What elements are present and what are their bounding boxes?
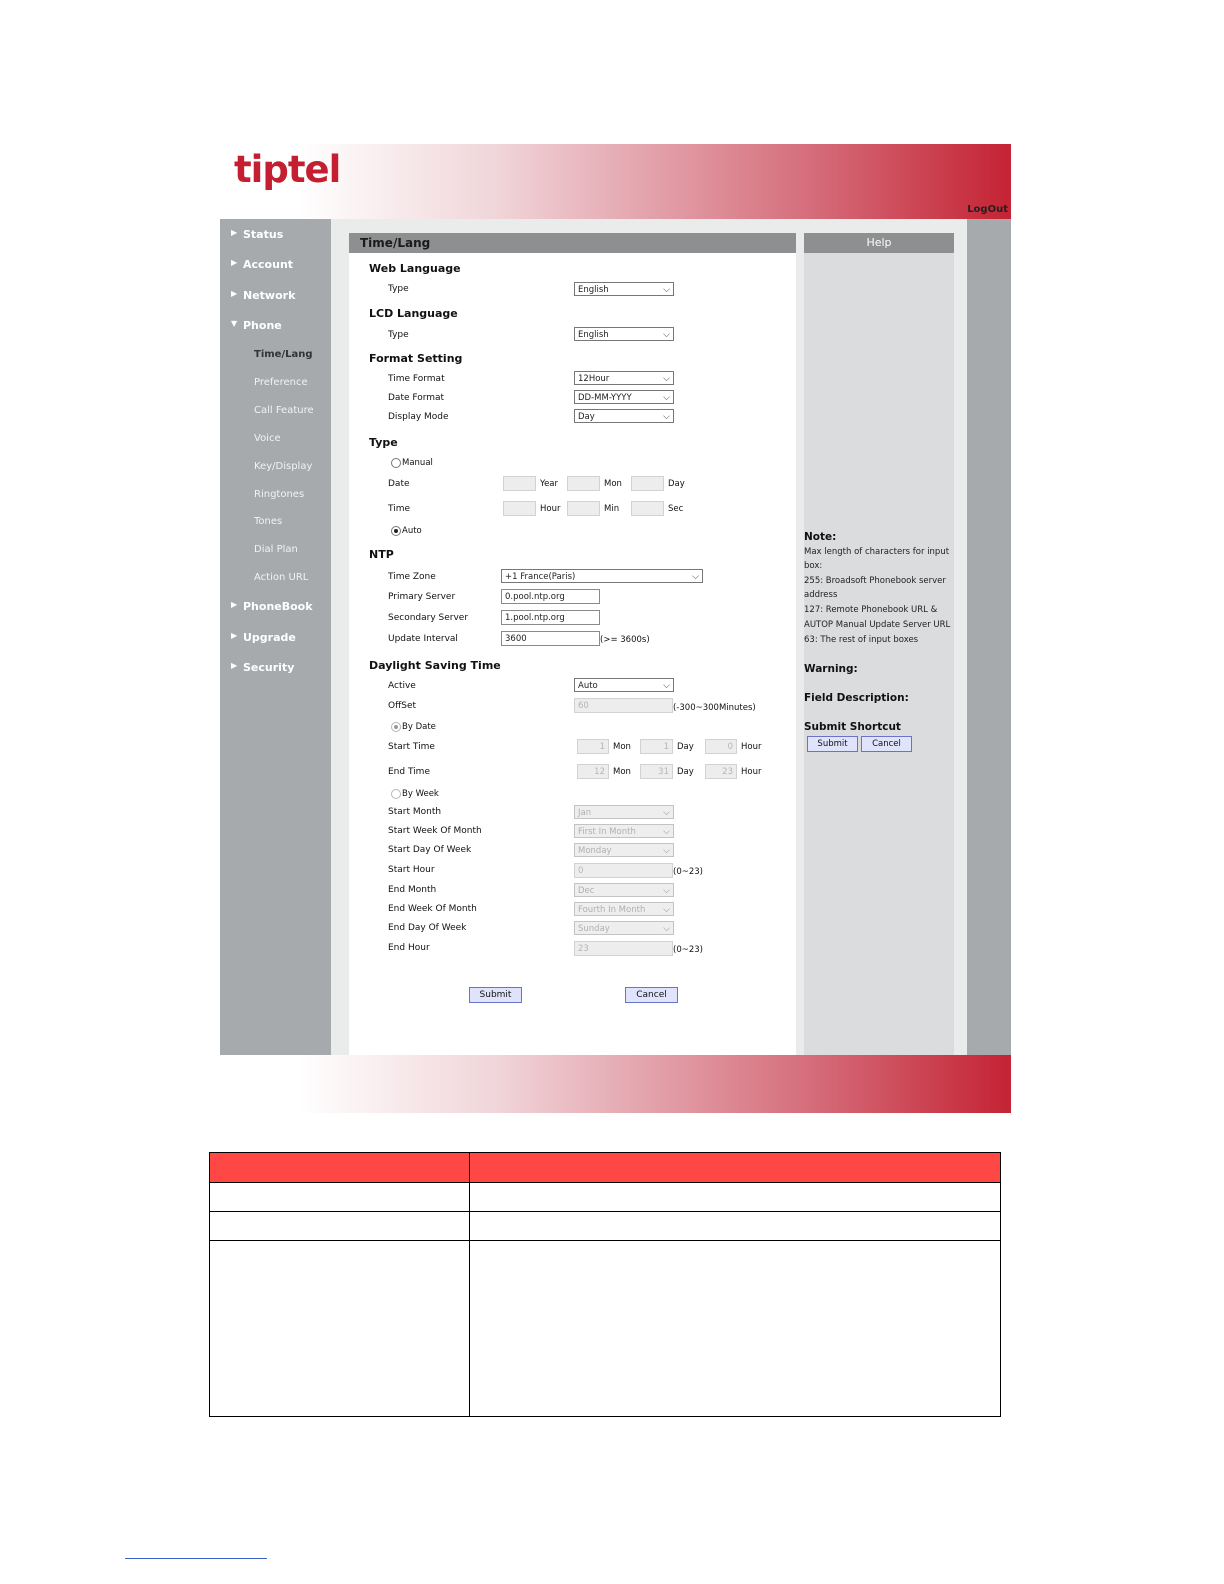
start-month-label: Start Month (388, 807, 442, 817)
start-week-select[interactable] (574, 824, 674, 838)
day-unit: Day (668, 479, 685, 489)
description-table (209, 1152, 1001, 1417)
web-ui-screenshot (220, 144, 1011, 1113)
sidebar-subitem-voice[interactable]: Voice (254, 433, 281, 444)
table-header-cell (470, 1153, 1001, 1183)
web-language-heading: Web Language (369, 262, 461, 275)
shortcut-cancel-button[interactable]: Cancel (861, 736, 912, 752)
month-unit: Mon (604, 479, 622, 489)
sidebar (220, 219, 331, 1055)
chevron-down-icon: ⌵ (663, 808, 670, 818)
note-line: Max length of characters for input (804, 547, 950, 557)
table-row (210, 1212, 1001, 1241)
start-dow-select[interactable] (574, 843, 674, 857)
note-line: AUTOP Manual Update Server URL (804, 620, 951, 630)
display-mode-label: Display Mode (388, 412, 449, 422)
right-margin-strip (967, 219, 1011, 1055)
sidebar-subitem-key-display[interactable]: Key/Display (254, 461, 313, 472)
day-input[interactable] (631, 476, 664, 491)
chevron-down-icon: ⌵ (663, 886, 670, 896)
start-hour-label: Start Hour (388, 865, 435, 875)
year-unit: Year (540, 479, 558, 489)
chevron-down-icon: ⌵ (663, 905, 670, 915)
triangle-right-icon: ▶ (231, 661, 238, 670)
dst-end-hour-input[interactable]: 23 (574, 941, 673, 956)
ntp-heading: NTP (369, 548, 394, 561)
auto-radio[interactable] (391, 526, 401, 536)
cancel-button[interactable]: Cancel (625, 987, 678, 1003)
manual-radio[interactable] (391, 458, 401, 468)
update-interval-input[interactable]: 3600 (501, 631, 600, 646)
lcd-language-type-label: Type (388, 330, 409, 340)
by-date-label: By Date (402, 722, 436, 732)
type-heading: Type (369, 436, 398, 449)
by-date-radio[interactable] (391, 722, 401, 732)
start-dow-label: Start Day Of Week (388, 845, 472, 855)
warning-heading: Warning: (804, 663, 858, 675)
select-value: Day (578, 412, 595, 422)
auto-label: Auto (402, 526, 422, 536)
footer-banner (220, 1055, 1011, 1113)
select-value: Dec (578, 886, 595, 896)
time-format-label: Time Format (388, 374, 445, 384)
secondary-server-input[interactable]: 1.pool.ntp.org (501, 610, 600, 625)
sidebar-item-label: Security (243, 661, 295, 674)
start-week-label: Start Week Of Month (388, 826, 482, 836)
table-header-cell (210, 1153, 470, 1183)
manual-label: Manual (402, 458, 433, 468)
dst-active-select[interactable] (574, 678, 674, 692)
field-description-heading: Field Description: (804, 692, 909, 704)
chevron-down-icon: ⌵ (663, 827, 670, 837)
table-cell (470, 1212, 1001, 1241)
table-header-row (210, 1153, 1001, 1183)
end-hour-hint: (0~23) (673, 945, 703, 955)
sidebar-item-label: Account (243, 258, 294, 271)
display-mode-select[interactable] (574, 409, 674, 423)
sidebar-subitem-action-url[interactable]: Action URL (254, 572, 309, 583)
triangle-right-icon: ▶ (231, 289, 238, 298)
table-cell (470, 1241, 1001, 1417)
chevron-down-icon: ⌵ (663, 681, 670, 691)
dst-start-hour-input[interactable]: 0 (574, 863, 673, 878)
chevron-down-icon: ⌵ (663, 924, 670, 934)
time-zone-label: Time Zone (388, 572, 436, 582)
select-value: DD-MM-YYYY (578, 393, 632, 403)
start-hour-hint: (0~23) (673, 867, 703, 877)
web-language-select[interactable] (574, 282, 674, 296)
select-value: 12Hour (578, 374, 610, 384)
date-label: Date (388, 479, 410, 489)
select-value: First In Month (578, 827, 636, 837)
sidebar-item-label: PhoneBook (243, 600, 313, 613)
tiptel-logo: tiptel (234, 148, 341, 191)
chevron-down-icon: ⌵ (663, 330, 670, 340)
dst-active-label: Active (388, 681, 416, 691)
lcd-language-select[interactable] (574, 327, 674, 341)
minute-unit: Min (604, 504, 620, 514)
note-line: address (804, 590, 838, 600)
dst-offset-hint: (-300~300Minutes) (673, 703, 756, 713)
table-row (210, 1183, 1001, 1212)
end-hour-unit: Hour (741, 767, 762, 777)
table-cell (210, 1183, 470, 1212)
select-value: English (578, 330, 609, 340)
select-value: Sunday (578, 924, 610, 934)
sidebar-subitem-call-feature[interactable]: Call Feature (254, 405, 314, 416)
sidebar-subitem-dial-plan[interactable]: Dial Plan (254, 544, 298, 555)
dst-offset-label: OffSet (388, 701, 417, 711)
date-format-select[interactable] (574, 390, 674, 404)
note-line: 63: The rest of input boxes (804, 635, 919, 645)
time-zone-select[interactable] (501, 569, 703, 583)
panel-title: Time/Lang (360, 236, 431, 250)
select-value: Monday (578, 846, 612, 856)
primary-server-input[interactable]: 0.pool.ntp.org (501, 589, 600, 604)
triangle-down-icon: ▼ (231, 319, 238, 328)
table-row (210, 1241, 1001, 1417)
time-label: Time (388, 504, 411, 514)
help-panel (804, 233, 954, 1055)
logout-link[interactable]: LogOut (967, 204, 1008, 215)
select-value: Auto (578, 681, 598, 691)
chevron-down-icon: ⌵ (663, 412, 670, 422)
end-month-select[interactable] (574, 883, 674, 897)
select-value: +1 France(Paris) (505, 572, 576, 582)
end-week-label: End Week Of Month (388, 904, 477, 914)
triangle-right-icon: ▶ (231, 258, 238, 267)
select-value: English (578, 285, 609, 295)
shortcut-submit-button[interactable]: Submit (807, 736, 858, 752)
sidebar-item-label: Upgrade (243, 631, 296, 644)
start-day-unit: Day (677, 742, 694, 752)
year-input[interactable] (503, 476, 536, 491)
end-day-input[interactable]: 31 (640, 764, 673, 779)
primary-server-label: Primary Server (388, 592, 456, 602)
end-time-label: End Time (388, 767, 430, 777)
hour-unit: Hour (540, 504, 561, 514)
month-input[interactable] (567, 476, 600, 491)
dst-heading: Daylight Saving Time (369, 659, 501, 672)
end-dow-label: End Day Of Week (388, 923, 467, 933)
end-dow-select[interactable] (574, 921, 674, 935)
note-heading: Note: (804, 531, 837, 543)
start-month-unit: Mon (613, 742, 631, 752)
date-format-label: Date Format (388, 393, 445, 403)
update-interval-label: Update Interval (388, 634, 458, 644)
note-line: 255: Broadsoft Phonebook server (804, 576, 946, 586)
chevron-down-icon: ⌵ (663, 393, 670, 403)
minute-input[interactable] (567, 501, 600, 516)
end-month-label: End Month (388, 885, 437, 895)
panel-header (349, 233, 796, 253)
start-time-label: Start Time (388, 742, 435, 752)
time-format-select[interactable] (574, 371, 674, 385)
end-month-input[interactable]: 12 (577, 764, 609, 779)
second-unit: Sec (668, 504, 684, 514)
triangle-right-icon: ▶ (231, 228, 238, 237)
end-week-select[interactable] (574, 902, 674, 916)
sidebar-item-label: Phone (243, 319, 282, 332)
triangle-right-icon: ▶ (231, 631, 238, 640)
table-cell (210, 1241, 470, 1417)
secondary-server-label: Secondary Server (388, 613, 469, 623)
sidebar-subitem-ringtones[interactable]: Ringtones (254, 489, 305, 500)
start-month-input[interactable]: 1 (577, 739, 609, 754)
format-setting-heading: Format Setting (369, 352, 463, 365)
table-cell (470, 1183, 1001, 1212)
chevron-down-icon: ⌵ (692, 572, 699, 582)
end-hour-input[interactable]: 23 (705, 764, 737, 779)
select-value: Jan (578, 808, 592, 818)
footer-link-underline (125, 1558, 267, 1559)
sidebar-subitem-time-lang[interactable]: Time/Lang (254, 349, 313, 360)
start-hour-unit: Hour (741, 742, 762, 752)
end-hour-label: End Hour (388, 943, 430, 953)
start-month-select[interactable] (574, 805, 674, 819)
by-week-radio[interactable] (391, 789, 401, 799)
select-value: Fourth In Month (578, 905, 646, 915)
by-week-label: By Week (402, 789, 439, 799)
chevron-down-icon: ⌵ (663, 285, 670, 295)
start-day-input[interactable]: 1 (640, 739, 673, 754)
sidebar-item-label: Status (243, 228, 284, 241)
chevron-down-icon: ⌵ (663, 846, 670, 856)
note-line: box: (804, 561, 823, 571)
lcd-language-heading: LCD Language (369, 307, 458, 320)
header-banner (220, 144, 1011, 219)
chevron-down-icon: ⌵ (663, 374, 670, 384)
help-title: Help (866, 236, 892, 249)
triangle-right-icon: ▶ (231, 600, 238, 609)
table-cell (210, 1212, 470, 1241)
end-day-unit: Day (677, 767, 694, 777)
hour-input[interactable] (503, 501, 536, 516)
help-header (804, 233, 954, 253)
submit-button[interactable]: Submit (469, 987, 522, 1003)
sidebar-item-label: Network (243, 289, 296, 302)
sidebar-subitem-tones[interactable]: Tones (254, 516, 283, 527)
dst-offset-input[interactable]: 60 (574, 698, 673, 713)
note-line: 127: Remote Phonebook URL & (804, 605, 938, 615)
web-language-type-label: Type (388, 284, 409, 294)
second-input[interactable] (631, 501, 664, 516)
update-interval-hint: (>= 3600s) (600, 635, 650, 645)
start-hour-input[interactable]: 0 (705, 739, 737, 754)
submit-shortcut-heading: Submit Shortcut (804, 721, 901, 733)
sidebar-subitem-preference[interactable]: Preference (254, 377, 308, 388)
end-month-unit: Mon (613, 767, 631, 777)
